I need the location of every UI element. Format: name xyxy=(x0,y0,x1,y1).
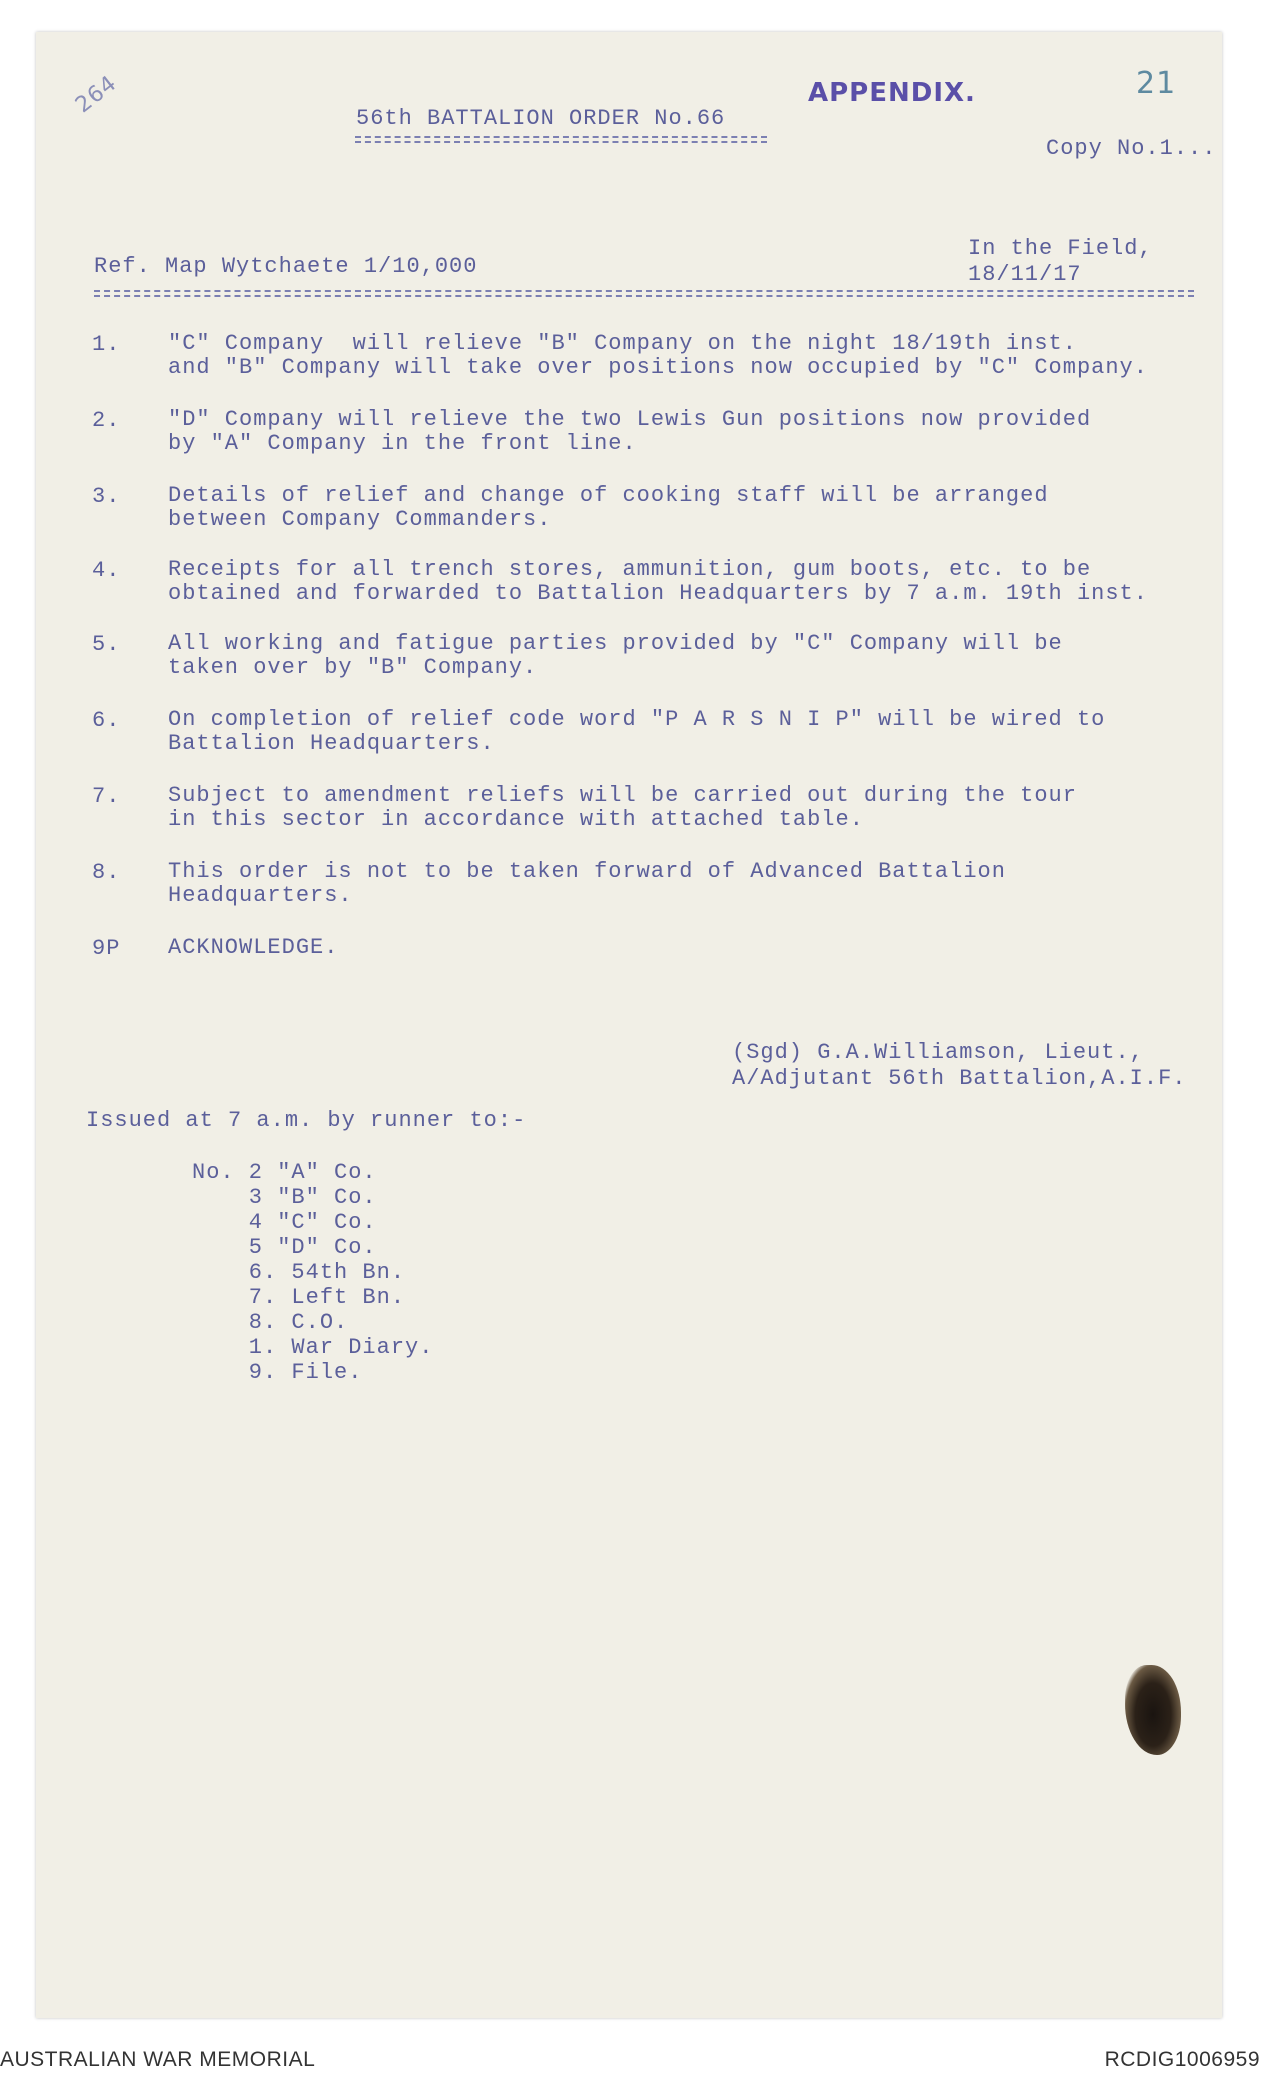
item-text-line: ACKNOWLEDGE. xyxy=(168,935,339,960)
distribution-entry: 7. Left Bn. xyxy=(192,1285,406,1310)
distribution-entry: 5 "D" Co. xyxy=(192,1235,377,1260)
item-number: 1. xyxy=(92,332,121,357)
item-text-line: in this sector in accordance with attached table. xyxy=(168,807,864,832)
item-number: 3. xyxy=(92,484,121,509)
item-number: 6. xyxy=(92,708,121,733)
item-text-line: and "B" Company will take over positions now occupied by "C" Company. xyxy=(168,355,1148,380)
item-text-line: taken over by "B" Company. xyxy=(168,655,538,680)
item-number: 9P xyxy=(92,936,121,961)
page-title: 56th BATTALION ORDER No.66 xyxy=(356,106,726,131)
reference-map: Ref. Map Wytchaete 1/10,000 xyxy=(94,254,478,279)
distribution-entry: 1. War Diary. xyxy=(192,1335,434,1360)
location-line: In the Field, xyxy=(968,236,1153,261)
item-number: 8. xyxy=(92,860,121,885)
item-text-line: Receipts for all trench stores, ammunition, gum boots, etc. to be xyxy=(168,557,1092,582)
footer-reference: RCDIG1006959 xyxy=(1104,2048,1260,2071)
item-text-line: "D" Company will relieve the two Lewis Gun positions now provided xyxy=(168,407,1092,432)
distribution-entry: 8. C.O. xyxy=(192,1310,349,1335)
item-text-line: Battalion Headquarters. xyxy=(168,731,495,756)
item-text-line: obtained and forwarded to Battalion Headquarters by 7 a.m. 19th inst. xyxy=(168,581,1148,606)
header-divider xyxy=(94,290,1194,297)
signature-line-1: (Sgd) G.A.Williamson, Lieut., xyxy=(732,1040,1144,1065)
document-sheet xyxy=(36,32,1222,2018)
item-number: 7. xyxy=(92,784,121,809)
distribution-entry: 4 "C" Co. xyxy=(192,1210,377,1235)
distribution-entry: 3 "B" Co. xyxy=(192,1185,377,1210)
distribution-entry: No. 2 "A" Co. xyxy=(192,1160,377,1185)
archive-number: 264 xyxy=(71,70,122,119)
appendix-label: APPENDIX. xyxy=(808,78,976,108)
copy-number: Copy No.1... xyxy=(1046,136,1217,161)
item-text-line: Headquarters. xyxy=(168,883,353,908)
item-text-line: "C" Company will relieve "B" Company on the night 18/19th inst. xyxy=(168,331,1077,356)
issued-line: Issued at 7 a.m. by runner to:- xyxy=(86,1108,527,1133)
item-text-line: Details of relief and change of cooking staff will be arranged xyxy=(168,483,1049,508)
page-number: 21 xyxy=(1136,66,1177,101)
distribution-entry: 6. 54th Bn. xyxy=(192,1260,406,1285)
item-text-line: by "A" Company in the front line. xyxy=(168,431,637,456)
item-number: 4. xyxy=(92,558,121,583)
item-text-line: between Company Commanders. xyxy=(168,507,552,532)
distribution-entry: 9. File. xyxy=(192,1360,363,1385)
item-number: 2. xyxy=(92,408,121,433)
item-text-line: This order is not to be taken forward of Advanced Battalion xyxy=(168,859,1006,884)
signature-line-2: A/Adjutant 56th Battalion,A.I.F. xyxy=(732,1066,1187,1091)
item-text-line: All working and fatigue parties provided by "C" Company will be xyxy=(168,631,1063,656)
footer-archive: AUSTRALIAN WAR MEMORIAL xyxy=(0,2048,316,2071)
order-date: 18/11/17 xyxy=(968,262,1082,287)
item-text-line: Subject to amendment reliefs will be carried out during the tour xyxy=(168,783,1077,808)
title-underline xyxy=(355,136,767,143)
item-text-line: On completion of relief code word "P A R S N I P" will be wired to xyxy=(168,707,1106,732)
item-number: 5. xyxy=(92,632,121,657)
